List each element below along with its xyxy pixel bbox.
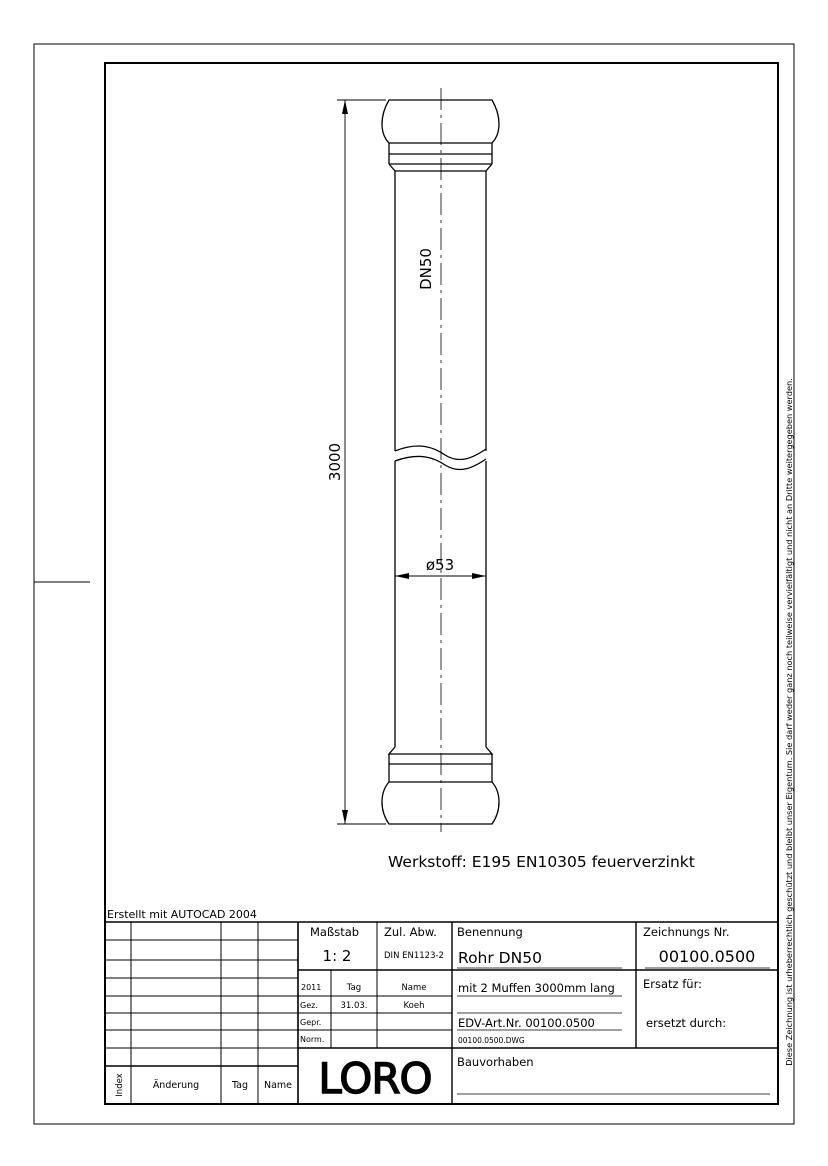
year-value: 2011	[301, 983, 322, 992]
rev-change-label: Änderung	[152, 1080, 200, 1091]
article-number: EDV-Art.Nr. 00100.0500	[458, 1016, 595, 1030]
name-label: Benennung	[457, 925, 523, 939]
rev-index-label: Index	[115, 1073, 125, 1097]
nominal-size-label: DN50	[417, 248, 435, 290]
drawn-label: Gez.	[300, 1001, 318, 1010]
drawing-no-value: 00100.0500	[658, 947, 756, 966]
rev-name-label: Name	[263, 1080, 293, 1091]
replaced-by-label: ersetzt durch:	[646, 1016, 727, 1030]
drawn-name: Koeh	[403, 1001, 425, 1011]
copyright-side-note: Diese Zeichnung ist urheberrechtlich geschützt und bleibt unser Eigentum. Sie darf weder ganz noch teilweise vervielfältigt und nicht an Dritte weitergegeben werden.	[784, 378, 794, 1066]
scale-value: 1: 2	[322, 947, 352, 965]
tolerance-value: DIN EN1123-2	[384, 951, 444, 961]
tolerance-label: Zul. Abw.	[384, 925, 437, 939]
description-value: mit 2 Muffen 3000mm lang	[458, 981, 615, 995]
dwg-filename: 00100.0500.DWG	[458, 1036, 525, 1045]
loro-logo: LORO	[318, 1054, 432, 1103]
diameter-dim-label: ø53	[425, 556, 455, 574]
material-note: Werkstoff: E195 EN10305 feuerverzinkt	[388, 853, 695, 871]
norm-label: Norm.	[300, 1035, 325, 1044]
rev-day-label: Tag	[231, 1080, 249, 1091]
replacement-for-label: Ersatz für:	[643, 977, 702, 991]
name-value: Rohr DN50	[458, 949, 542, 967]
length-dim-label: 3000	[326, 442, 344, 482]
day-col-label: Tag	[346, 983, 362, 993]
scale-label: Maßstab	[310, 925, 360, 939]
created-with-note: Erstellt mit AUTOCAD 2004	[107, 908, 257, 921]
drawing-no-label: Zeichnungs Nr.	[643, 925, 730, 939]
pipe-drawing	[382, 100, 499, 824]
drawn-date: 31.03.	[340, 1001, 368, 1011]
checked-label: Gepr.	[300, 1018, 322, 1027]
length-dimension	[337, 100, 386, 824]
name-col-label: Name	[401, 983, 427, 993]
project-label: Bauvorhaben	[457, 1055, 534, 1069]
